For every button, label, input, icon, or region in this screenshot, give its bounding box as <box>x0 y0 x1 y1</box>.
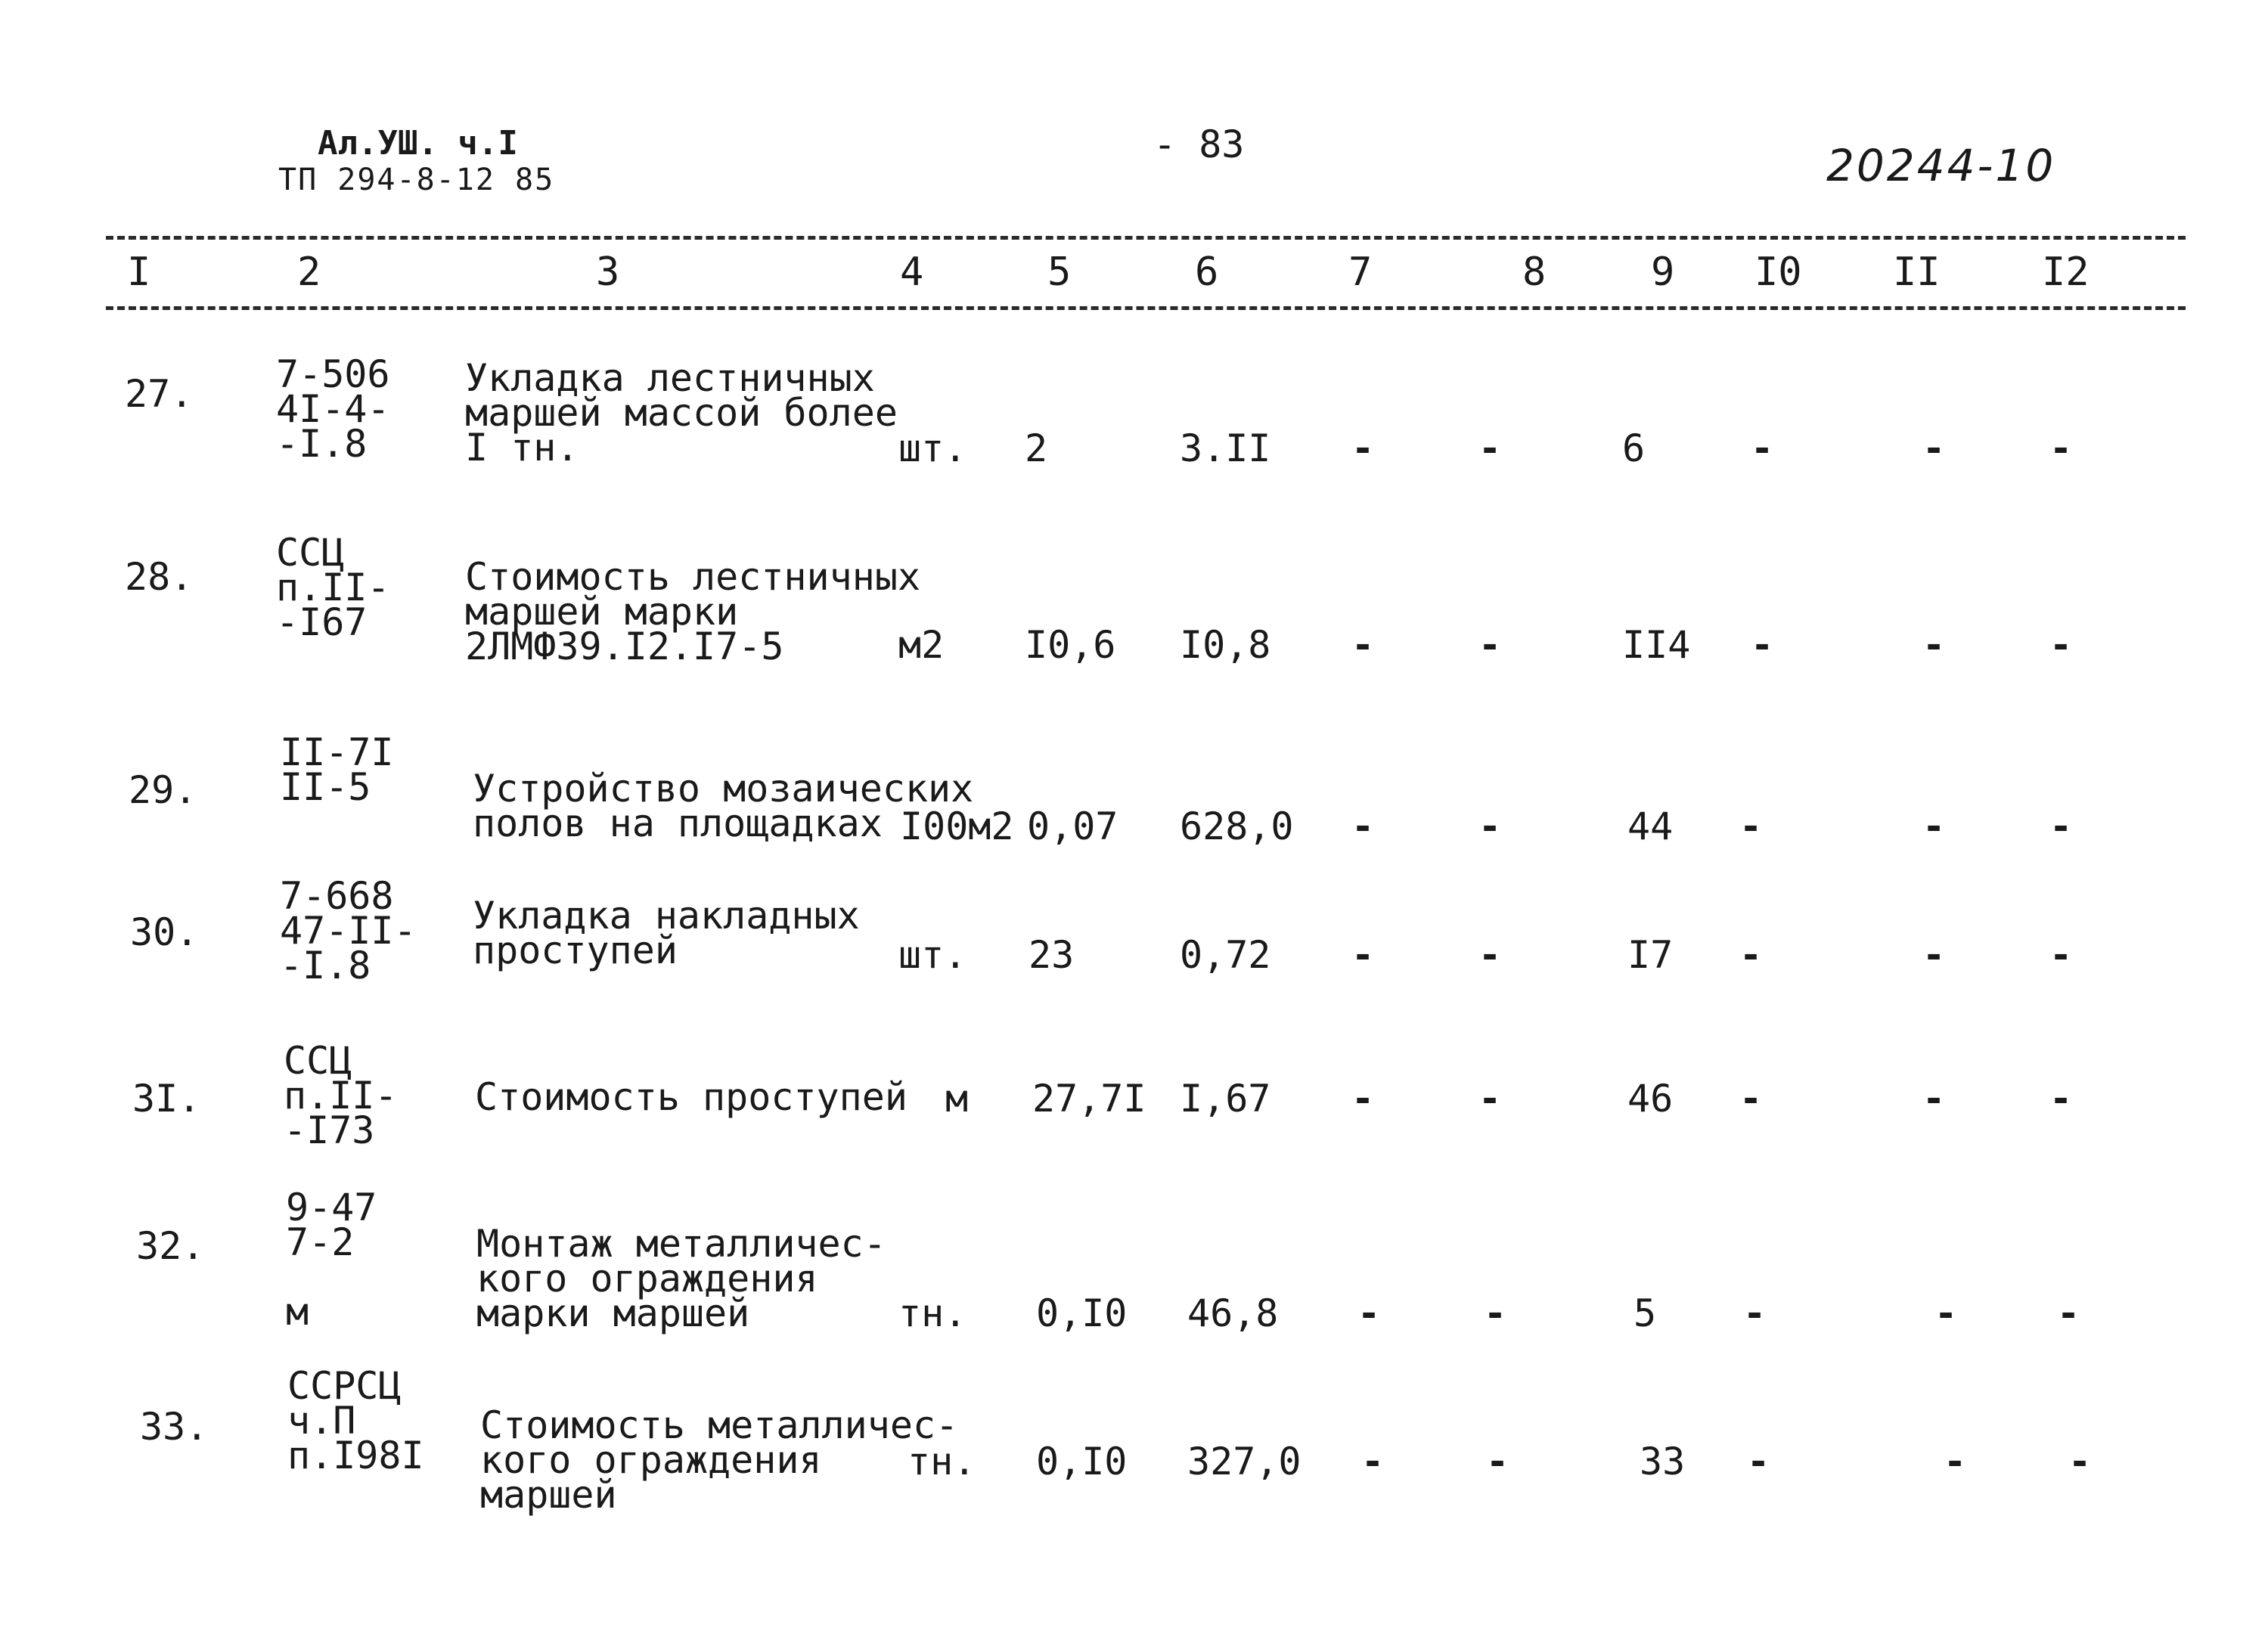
col7-value: - <box>1351 1077 1375 1121</box>
row-number: 30. <box>130 910 199 954</box>
column-header: I <box>127 250 151 295</box>
row-number: 29. <box>129 768 197 812</box>
col9-value: 44 <box>1627 804 1674 848</box>
unit: м2 <box>898 623 945 667</box>
column-header: 6 <box>1195 250 1219 295</box>
unit-price: 327,0 <box>1187 1440 1302 1483</box>
row-number: 33. <box>140 1405 209 1449</box>
col8-value: - <box>1478 933 1502 977</box>
col10-value: - <box>1739 933 1763 977</box>
work-description: Стоимость проступей <box>475 1075 908 1119</box>
quantity: 2 <box>1025 426 1048 470</box>
table-header-rule <box>106 306 2186 310</box>
col9-value: 5 <box>1634 1291 1657 1335</box>
column-header: 2 <box>297 250 321 295</box>
unit: I00м2 <box>900 804 1014 848</box>
col9-value: 46 <box>1627 1077 1674 1121</box>
col12-value: - <box>2049 426 2073 470</box>
unit-price: 0,72 <box>1180 933 1271 977</box>
col10-value: - <box>1751 623 1774 667</box>
col11-value: - <box>1922 1077 1946 1121</box>
col7-value: - <box>1357 1291 1381 1335</box>
rate-code: ССЦ п.II- -I73 <box>284 1039 398 1152</box>
column-header: 4 <box>900 250 924 295</box>
col8-value: - <box>1478 1077 1502 1121</box>
unit: тн. <box>908 1440 976 1483</box>
quantity: 0,07 <box>1027 804 1118 848</box>
col9-value: I7 <box>1627 933 1674 977</box>
unit: тн. <box>898 1291 967 1335</box>
col7-value: - <box>1351 933 1375 977</box>
col8-value: - <box>1484 1291 1507 1335</box>
rate-code: II-7I II-5 <box>280 730 394 809</box>
col10-value: - <box>1751 426 1774 470</box>
work-description: Стоимость лестничных маршей марки 2ЛМФ39.I2.I7-5 <box>465 555 921 668</box>
unit: шт. <box>898 426 967 470</box>
row-number: 28. <box>125 555 194 599</box>
column-header: I2 <box>2042 250 2090 295</box>
work-description: Укладка накладных проступей <box>473 894 860 972</box>
rate-code: ССРСЦ ч.П п.I98I <box>287 1364 424 1477</box>
col11-value: - <box>1934 1291 1958 1335</box>
col7-value: - <box>1351 426 1375 470</box>
rate-code: ССЦ п.II- -I67 <box>276 531 390 644</box>
col12-value: - <box>2057 1291 2080 1335</box>
col10-value: - <box>1739 804 1763 848</box>
rate-code: 9-47 7-2 м <box>286 1186 377 1334</box>
work-description: Устройство мозаических полов на площадках <box>473 767 974 845</box>
col12-value: - <box>2068 1440 2092 1483</box>
row-number: 27. <box>125 372 194 416</box>
quantity: 27,7I <box>1032 1077 1146 1121</box>
column-header: 9 <box>1651 250 1675 295</box>
rate-code: 7-506 4I-4- -I.8 <box>276 352 390 466</box>
column-header: 5 <box>1047 250 1072 295</box>
unit: шт. <box>898 933 967 977</box>
col7-value: - <box>1351 623 1375 667</box>
unit-price: 46,8 <box>1187 1291 1279 1335</box>
col8-value: - <box>1486 1440 1509 1483</box>
col12-value: - <box>2049 933 2073 977</box>
unit-price: I0,8 <box>1180 623 1271 667</box>
col11-value: - <box>1922 623 1946 667</box>
col8-value: - <box>1478 426 1502 470</box>
row-number: 3I. <box>132 1077 201 1121</box>
quantity: I0,6 <box>1025 623 1116 667</box>
unit-price: 3.II <box>1180 426 1271 470</box>
col8-value: - <box>1478 804 1502 848</box>
col9-value: 33 <box>1640 1440 1686 1483</box>
col12-value: - <box>2049 804 2073 848</box>
handwritten-code: 20244-10 <box>1826 140 2056 191</box>
column-header: 7 <box>1348 250 1373 295</box>
page-number: - 83 <box>1153 122 1245 166</box>
col10-value: - <box>1747 1440 1770 1483</box>
doc-reference: Ал.УШ. ч.I <box>318 124 518 163</box>
unit-price: 628,0 <box>1180 804 1294 848</box>
table-top-rule <box>106 236 2186 240</box>
col12-value: - <box>2049 623 2073 667</box>
column-header: I0 <box>1755 250 1802 295</box>
rate-code: 7-668 47-II- -I.8 <box>280 874 417 987</box>
unit-price: I,67 <box>1180 1077 1271 1121</box>
work-description: Укладка лестничных маршей массой более I тн. <box>465 356 898 470</box>
col9-value: II4 <box>1622 623 1691 667</box>
unit: м <box>945 1077 969 1121</box>
col7-value: - <box>1351 804 1375 848</box>
quantity: 0,I0 <box>1036 1440 1128 1483</box>
col8-value: - <box>1478 623 1502 667</box>
col10-value: - <box>1739 1077 1763 1121</box>
row-number: 32. <box>136 1224 205 1268</box>
column-header: II <box>1893 250 1941 295</box>
column-header: 3 <box>596 250 620 295</box>
col7-value: - <box>1361 1440 1385 1483</box>
col12-value: - <box>2049 1077 2073 1121</box>
work-description: Стоимость металличес- кого ограждения маршей <box>480 1403 959 1517</box>
col11-value: - <box>1944 1440 1967 1483</box>
col11-value: - <box>1922 933 1946 977</box>
work-description: Монтаж металличес- кого ограждения марки маршей <box>476 1222 886 1335</box>
quantity: 0,I0 <box>1036 1291 1128 1335</box>
column-header: 8 <box>1522 250 1547 295</box>
col11-value: - <box>1922 804 1946 848</box>
col11-value: - <box>1922 426 1946 470</box>
quantity: 23 <box>1029 933 1075 977</box>
col10-value: - <box>1743 1291 1767 1335</box>
col9-value: 6 <box>1622 426 1646 470</box>
doc-project-code: ТП 294-8-12 85 <box>278 163 555 197</box>
